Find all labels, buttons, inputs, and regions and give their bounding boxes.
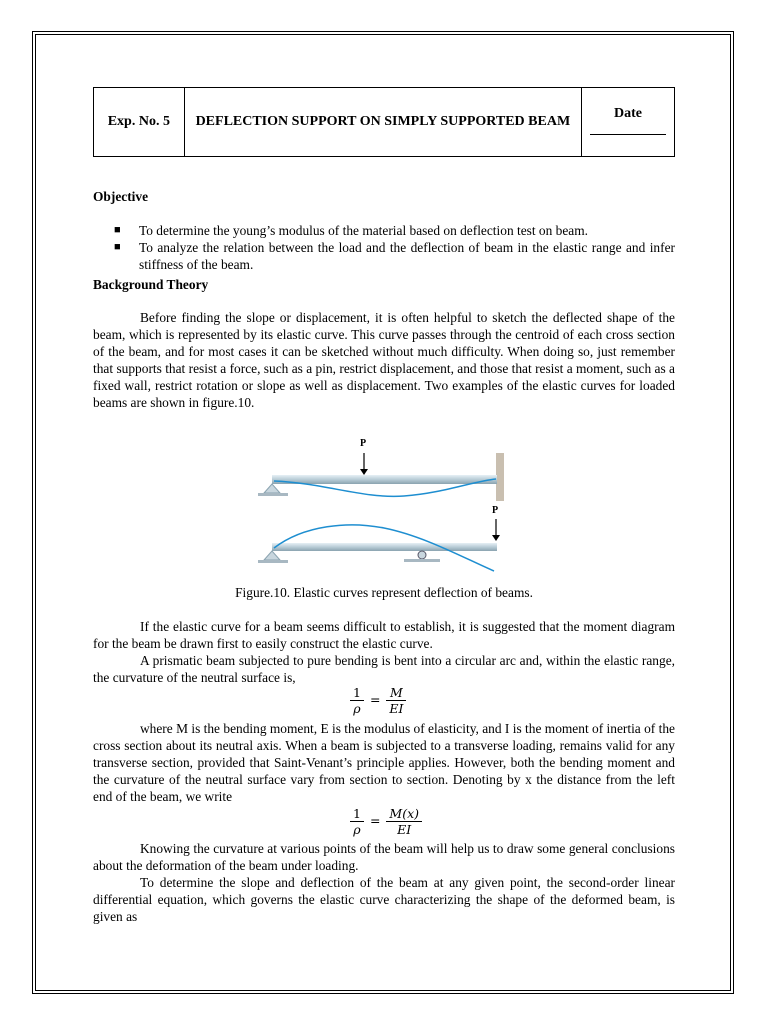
- eq2-right-fraction: $\frac{M(x)}{EI}$: [386, 806, 422, 837]
- background-paragraph-3: A prismatic beam subjected to pure bending is bent into a circular arc and, within the elastic range, the curvature of the neutral surface is,: [93, 653, 675, 685]
- background-paragraph-2: If the elastic curve for a beam seems difficult to establish, it is suggested that the moment diagram for the beam be drawn first to easily construct the elastic curve.: [93, 619, 675, 651]
- background-paragraph-1: Before finding the slope or displacement, it is often helpful to sketch the deflected shape of the beam, which is represented by its elastic curve. This curve passes through the centroid of each cross section of the beam, and for most cases it can be sketched without much difficulty. When doing so, just remember that supports that resist a force, such as a pin, restrict displacement, and those that resist a moment, such as a fixed wall, restrict rotation or slope as well as displacement. Two examples of the elastic curves for loaded beams are shown in figure.10.: [93, 310, 675, 410]
- curvature-equation: [350, 685, 406, 716]
- bullet-icon: ■: [114, 241, 121, 253]
- arrowhead-icon: [360, 469, 368, 475]
- date-cell: [582, 88, 675, 157]
- exp-number: Exp. No. 5: [107, 114, 170, 129]
- date-blank-line: [590, 134, 666, 135]
- figure-caption: Figure.10. Elastic curves represent deflection of beams.: [235, 585, 533, 600]
- eq2-left-fraction: $\frac{1}{\rho}$: [350, 806, 364, 837]
- exp-number-cell: [94, 88, 185, 157]
- curvature-function-equation: [350, 806, 422, 837]
- arrowhead-icon: [492, 535, 500, 541]
- eq2-equals: =: [369, 813, 381, 828]
- objective-heading: Objective: [93, 189, 149, 204]
- bullet-icon: ■: [114, 224, 121, 236]
- pin-support-icon: [264, 551, 280, 560]
- top-beam: [272, 475, 497, 484]
- ground-hatch: [258, 560, 288, 563]
- elastic-curve-figure: [254, 433, 514, 573]
- bottom-beam: [272, 543, 497, 551]
- fixed-wall: [496, 453, 504, 501]
- objective-bullet-1: To determine the young’s modulus of the material based on deflection test on beam.: [139, 223, 589, 238]
- eq1-left-fraction: $\frac{1}{\rho}$: [350, 685, 364, 716]
- ground-hatch: [404, 559, 440, 562]
- background-paragraph-5: Knowing the curvature at various points of the beam will help us to draw some general conclusions about the deformation of the beam under loading.: [93, 841, 675, 873]
- eq1-right-fraction: $\frac{M}{EI}$: [386, 685, 406, 716]
- load-label-top: P: [360, 438, 367, 449]
- roller-support-icon: [418, 551, 426, 559]
- background-heading: Background Theory: [93, 277, 209, 292]
- eq1-equals: =: [369, 692, 381, 707]
- background-paragraph-4: where M is the bending moment, E is the modulus of elasticity, and I is the moment of inertia of the cross section about its neutral axis. When a beam is subjected to a transverse loading, remains valid for any transverse section, provided that Saint-Venant’s principle applies. However, both the bending moment and the curvature of the neutral surface vary from section to section. Denoting by x the distance from the left end of the beam, we write: [93, 721, 675, 804]
- load-label-bottom: P: [492, 505, 499, 516]
- experiment-title: DEFLECTION SUPPORT ON SIMPLY SUPPORTED BEAM: [184, 88, 581, 157]
- date-label: Date: [614, 106, 643, 121]
- ground-hatch: [258, 493, 288, 496]
- background-paragraph-6: To determine the slope and deflection of the beam at any given point, the second-order linear differential equation, which governs the elastic curve characterizing the shape of the deformed beam, is given as: [93, 875, 675, 924]
- pin-support-icon: [264, 484, 280, 493]
- objective-bullet-2: To analyze the relation between the load and the deflection of beam in the elastic range and infer stiffness of the beam.: [139, 240, 675, 272]
- header-table: [93, 87, 675, 157]
